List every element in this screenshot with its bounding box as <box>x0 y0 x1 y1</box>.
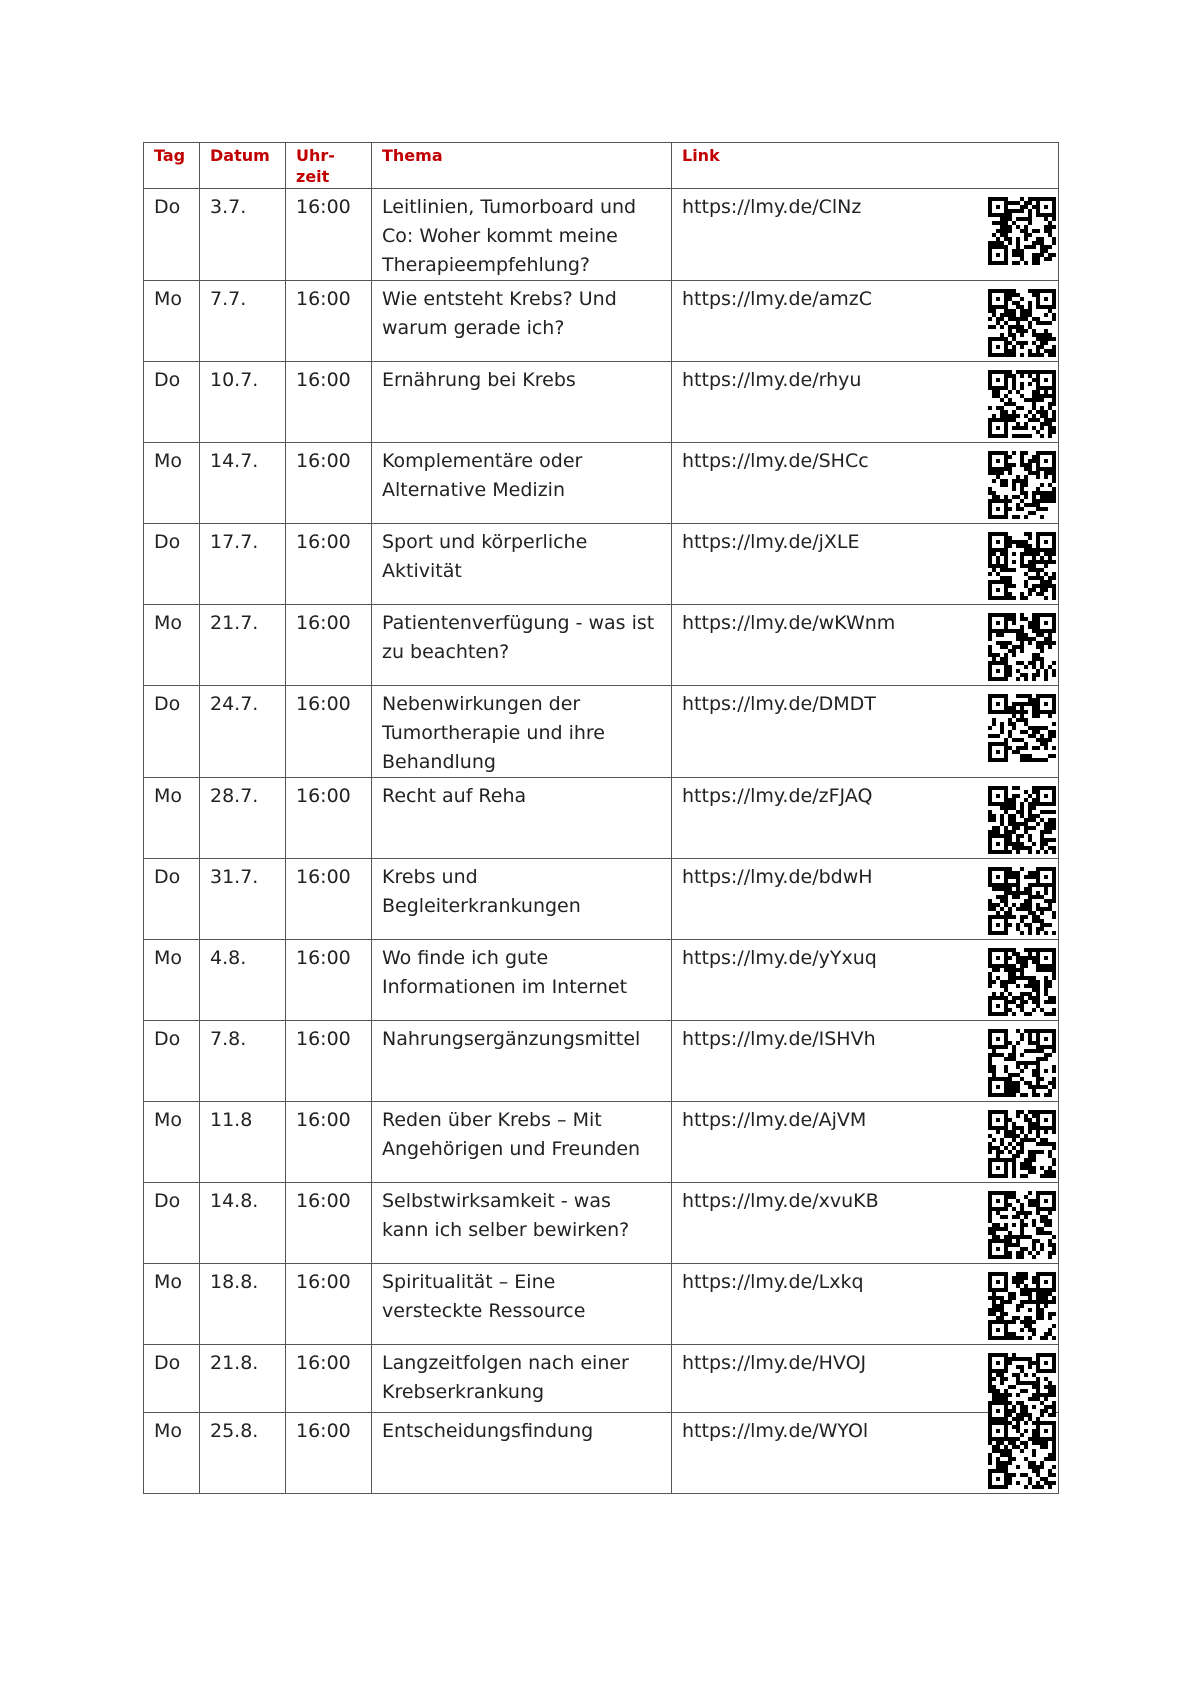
cell-link <box>672 1413 1059 1494</box>
session-link[interactable]: https://lmy.de/yYxuq <box>682 947 877 969</box>
qr-code-icon <box>988 289 1056 357</box>
table-row <box>144 1264 1059 1345</box>
cell-tag-text: Do <box>154 196 181 218</box>
qr-code-icon <box>988 370 1056 438</box>
table-body <box>144 189 1059 1494</box>
table-row <box>144 1021 1059 1102</box>
cell-uhrzeit <box>286 778 372 859</box>
cell-tag <box>144 443 200 524</box>
cell-link <box>672 1183 1059 1264</box>
session-link[interactable]: https://lmy.de/amzC <box>682 288 873 310</box>
cell-uhrzeit-text: 16:00 <box>296 288 351 310</box>
cell-tag <box>144 1021 200 1102</box>
cell-datum-text: 3.7. <box>210 196 247 218</box>
table-row <box>144 524 1059 605</box>
cell-link <box>672 940 1059 1021</box>
cell-thema <box>372 1183 672 1264</box>
cell-datum <box>200 1102 286 1183</box>
cell-tag <box>144 1345 200 1413</box>
cell-uhrzeit-text: 16:00 <box>296 531 351 553</box>
cell-datum-text: 25.8. <box>210 1420 259 1442</box>
cell-tag <box>144 189 200 281</box>
cell-datum <box>200 1264 286 1345</box>
cell-uhrzeit-text: 16:00 <box>296 866 351 888</box>
cell-tag <box>144 281 200 362</box>
cell-tag <box>144 686 200 778</box>
qr-code-icon <box>988 613 1056 681</box>
cell-thema <box>372 940 672 1021</box>
qr-code-icon <box>988 694 1056 762</box>
cell-uhrzeit <box>286 281 372 362</box>
cell-tag <box>144 605 200 686</box>
cell-thema <box>372 189 672 281</box>
cell-thema-text: Patientenverfügung - was ist zu beachten? <box>382 612 655 663</box>
cell-thema-text: Komplementäre oder Alternative Medizin <box>382 450 583 501</box>
table-row <box>144 940 1059 1021</box>
cell-tag-text: Do <box>154 531 181 553</box>
cell-datum-text: 21.7. <box>210 612 259 634</box>
cell-link <box>672 443 1059 524</box>
cell-uhrzeit <box>286 362 372 443</box>
cell-datum <box>200 940 286 1021</box>
session-link[interactable]: https://lmy.de/SHCc <box>682 450 869 472</box>
cell-thema-text: Selbstwirksamkeit - was kann ich selber bewirken? <box>382 1190 630 1241</box>
cell-thema-text: Ernährung bei Krebs <box>382 369 576 391</box>
cell-datum <box>200 1345 286 1413</box>
cell-thema-text: Nahrungsergänzungsmittel <box>382 1028 641 1050</box>
cell-uhrzeit <box>286 189 372 281</box>
cell-datum-text: 14.7. <box>210 450 259 472</box>
cell-uhrzeit <box>286 1413 372 1494</box>
cell-thema <box>372 1413 672 1494</box>
cell-uhrzeit <box>286 1183 372 1264</box>
cell-tag <box>144 1102 200 1183</box>
table-row <box>144 281 1059 362</box>
cell-thema-text: Wie entsteht Krebs? Und warum gerade ich? <box>382 288 617 339</box>
cell-uhrzeit <box>286 940 372 1021</box>
cell-datum <box>200 686 286 778</box>
cell-uhrzeit <box>286 524 372 605</box>
session-link[interactable]: https://lmy.de/rhyu <box>682 369 862 391</box>
cell-thema-text: Sport und körperliche Aktivität <box>382 531 588 582</box>
qr-code-icon <box>988 1353 1056 1421</box>
qr-code-icon <box>988 1272 1056 1340</box>
cell-datum-text: 7.7. <box>210 288 247 310</box>
cell-uhrzeit-text: 16:00 <box>296 369 351 391</box>
cell-uhrzeit-text: 16:00 <box>296 1420 351 1442</box>
table-row <box>144 1102 1059 1183</box>
qr-code-icon <box>988 948 1056 1016</box>
cell-uhrzeit-text: 16:00 <box>296 1190 351 1212</box>
cell-link <box>672 1345 1059 1413</box>
cell-link <box>672 189 1059 281</box>
cell-datum-text: 28.7. <box>210 785 259 807</box>
cell-uhrzeit-text: 16:00 <box>296 693 351 715</box>
session-link[interactable]: https://lmy.de/bdwH <box>682 866 873 888</box>
cell-datum-text: 10.7. <box>210 369 259 391</box>
cell-datum-text: 11.8 <box>210 1109 253 1131</box>
cell-datum-text: 21.8. <box>210 1352 259 1374</box>
session-link[interactable]: https://lmy.de/DMDT <box>682 693 876 715</box>
cell-datum <box>200 189 286 281</box>
table-row <box>144 362 1059 443</box>
table-row <box>144 859 1059 940</box>
cell-tag-text: Do <box>154 369 181 391</box>
cell-uhrzeit-text: 16:00 <box>296 947 351 969</box>
cell-tag <box>144 778 200 859</box>
cell-thema <box>372 778 672 859</box>
cell-tag-text: Do <box>154 866 181 888</box>
table-header-row <box>144 143 1059 189</box>
cell-thema <box>372 1264 672 1345</box>
session-link[interactable]: https://lmy.de/jXLE <box>682 531 860 553</box>
cell-thema-text: Leitlinien, Tumorboard und Co: Woher kommt meine Therapieempfehlung? <box>382 196 637 276</box>
cell-uhrzeit-text: 16:00 <box>296 785 351 807</box>
cell-thema-text: Langzeitfolgen nach einer Krebserkrankung <box>382 1352 629 1403</box>
cell-tag-text: Mo <box>154 785 183 807</box>
cell-link <box>672 859 1059 940</box>
table-row <box>144 1413 1059 1494</box>
cell-datum <box>200 281 286 362</box>
session-link[interactable]: https://lmy.de/wKWnm <box>682 612 896 634</box>
cell-uhrzeit <box>286 1264 372 1345</box>
qr-code-icon <box>988 1029 1056 1097</box>
cell-tag <box>144 1264 200 1345</box>
cell-link <box>672 362 1059 443</box>
table-row <box>144 778 1059 859</box>
cell-uhrzeit <box>286 443 372 524</box>
cell-uhrzeit <box>286 1021 372 1102</box>
cell-link <box>672 524 1059 605</box>
cell-uhrzeit-text: 16:00 <box>296 1271 351 1293</box>
table-row <box>144 605 1059 686</box>
cell-uhrzeit-text: 16:00 <box>296 196 351 218</box>
cell-thema-text: Krebs und Begleiterkrankungen <box>382 866 581 917</box>
cell-thema <box>372 1102 672 1183</box>
qr-code-icon <box>988 532 1056 600</box>
cell-uhrzeit-text: 16:00 <box>296 612 351 634</box>
cell-link <box>672 1102 1059 1183</box>
cell-link <box>672 605 1059 686</box>
cell-uhrzeit <box>286 686 372 778</box>
cell-datum <box>200 859 286 940</box>
cell-datum <box>200 1183 286 1264</box>
cell-datum <box>200 605 286 686</box>
cell-tag-text: Mo <box>154 450 183 472</box>
cell-uhrzeit <box>286 1345 372 1413</box>
cell-link <box>672 686 1059 778</box>
cell-thema-text: Spiritualität – Eine versteckte Ressource <box>382 1271 586 1322</box>
cell-datum-text: 7.8. <box>210 1028 247 1050</box>
cell-datum-text: 14.8. <box>210 1190 259 1212</box>
cell-thema-text: Wo finde ich gute Informationen im Internet <box>382 947 628 998</box>
cell-tag <box>144 524 200 605</box>
cell-link <box>672 281 1059 362</box>
cell-tag-text: Mo <box>154 1420 183 1442</box>
session-link[interactable]: https://lmy.de/xvuKB <box>682 1190 879 1212</box>
session-link[interactable]: https://lmy.de/AjVM <box>682 1109 867 1131</box>
cell-uhrzeit-text: 16:00 <box>296 1028 351 1050</box>
table-row <box>144 1183 1059 1264</box>
header-link: Link <box>672 143 1059 189</box>
cell-datum <box>200 778 286 859</box>
table-row <box>144 443 1059 524</box>
session-link[interactable]: https://lmy.de/HVOJ <box>682 1352 867 1374</box>
qr-code-icon <box>988 1421 1056 1489</box>
cell-datum <box>200 1413 286 1494</box>
qr-code-icon <box>988 867 1056 935</box>
qr-code-icon <box>988 1110 1056 1178</box>
header-tag: Tag <box>144 143 200 189</box>
cell-tag-text: Do <box>154 1352 181 1374</box>
table-row <box>144 1345 1059 1413</box>
cell-datum-text: 4.8. <box>210 947 247 969</box>
cell-datum <box>200 1021 286 1102</box>
cell-thema <box>372 1021 672 1102</box>
table-row <box>144 686 1059 778</box>
cell-uhrzeit <box>286 605 372 686</box>
cell-thema <box>372 1345 672 1413</box>
cell-thema-text: Entscheidungsfindung <box>382 1420 594 1442</box>
session-link[interactable]: https://lmy.de/zFJAQ <box>682 785 873 807</box>
qr-code-icon <box>988 786 1056 854</box>
session-link[interactable]: https://lmy.de/WYOl <box>682 1420 869 1442</box>
cell-thema <box>372 281 672 362</box>
cell-thema <box>372 443 672 524</box>
cell-tag <box>144 1183 200 1264</box>
cell-tag-text: Mo <box>154 288 183 310</box>
cell-thema <box>372 362 672 443</box>
table-row <box>144 189 1059 281</box>
cell-uhrzeit-text: 16:00 <box>296 450 351 472</box>
session-link[interactable]: https://lmy.de/ISHVh <box>682 1028 876 1050</box>
cell-thema-text: Reden über Krebs – Mit Angehörigen und Freunden <box>382 1109 641 1160</box>
cell-datum-text: 24.7. <box>210 693 259 715</box>
cell-tag-text: Mo <box>154 1109 183 1131</box>
cell-tag-text: Do <box>154 1028 181 1050</box>
cell-uhrzeit <box>286 859 372 940</box>
session-link[interactable]: https://lmy.de/ClNz <box>682 196 862 218</box>
cell-tag <box>144 859 200 940</box>
cell-tag-text: Mo <box>154 1271 183 1293</box>
cell-uhrzeit <box>286 1102 372 1183</box>
cell-link <box>672 1264 1059 1345</box>
cell-thema-text: Nebenwirkungen der Tumortherapie und ihre Behandlung <box>382 693 605 773</box>
header-uhrzeit: Uhr- zeit <box>286 143 372 189</box>
cell-thema <box>372 686 672 778</box>
header-datum: Datum <box>200 143 286 189</box>
header-thema: Thema <box>372 143 672 189</box>
cell-datum <box>200 362 286 443</box>
cell-uhrzeit-text: 16:00 <box>296 1352 351 1374</box>
qr-code-icon <box>988 197 1056 265</box>
cell-tag <box>144 362 200 443</box>
cell-datum-text: 18.8. <box>210 1271 259 1293</box>
qr-code-icon <box>988 451 1056 519</box>
cell-datum <box>200 524 286 605</box>
session-link[interactable]: https://lmy.de/Lxkq <box>682 1271 864 1293</box>
cell-thema <box>372 605 672 686</box>
cell-tag-text: Mo <box>154 612 183 634</box>
cell-link <box>672 1021 1059 1102</box>
cell-datum-text: 31.7. <box>210 866 259 888</box>
cell-tag-text: Do <box>154 1190 181 1212</box>
qr-code-icon <box>988 1191 1056 1259</box>
cell-tag <box>144 940 200 1021</box>
cell-thema <box>372 859 672 940</box>
cell-tag-text: Mo <box>154 947 183 969</box>
schedule-table <box>143 142 1059 1494</box>
cell-tag <box>144 1413 200 1494</box>
cell-link <box>672 778 1059 859</box>
cell-thema-text: Recht auf Reha <box>382 785 527 807</box>
cell-datum-text: 17.7. <box>210 531 259 553</box>
cell-tag-text: Do <box>154 693 181 715</box>
cell-uhrzeit-text: 16:00 <box>296 1109 351 1131</box>
cell-thema <box>372 524 672 605</box>
cell-datum <box>200 443 286 524</box>
